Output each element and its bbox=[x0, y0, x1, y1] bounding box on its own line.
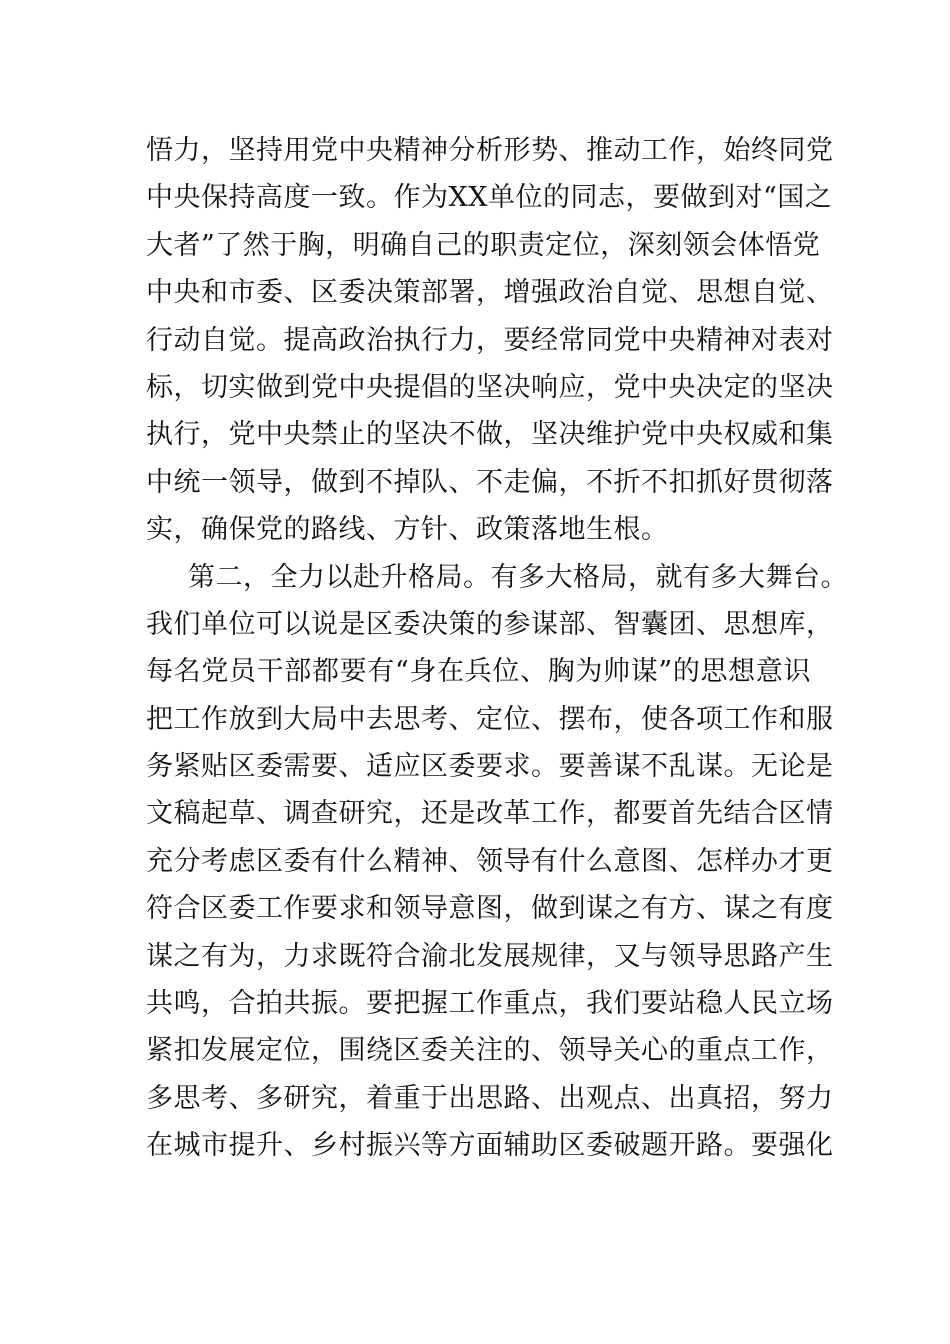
text-line: 谋之有为，力求既符合渝北发展规律，又与领导思路产生 bbox=[146, 940, 834, 972]
text-line: 中统一领导，做到不掉队、不走偏，不折不扣抓好贯彻落 bbox=[146, 466, 834, 498]
text-line: 大者”了然于胸，明确自己的职责定位，深刻领会体悟党 bbox=[146, 229, 821, 261]
text-line: 我们单位可以说是区委决策的参谋部、智囊团、思想库， bbox=[146, 608, 834, 640]
text-line: 务紧贴区委需要、适应区委要求。要善谋不乱谋。无论是 bbox=[146, 751, 834, 783]
text-line: 每名党员干部都要有“身在兵位、胸为帅谋”的思想意识 bbox=[146, 656, 811, 688]
body-text bbox=[146, 127, 848, 1170]
text-line: 执行，党中央禁止的坚决不做，坚决维护党中央权威和集 bbox=[146, 419, 834, 451]
text-line: 把工作放到大局中去思考、定位、摆布，使各项工作和服 bbox=[146, 703, 834, 735]
text-line: 悟力，坚持用党中央精神分析形势、推动工作，始终同党 bbox=[146, 135, 834, 166]
text-line: 紧扣发展定位，围绕区委关注的、领导关心的重点工作， bbox=[146, 1035, 834, 1067]
text-line: 标，切实做到党中央提倡的坚决响应，党中央决定的坚决 bbox=[146, 371, 834, 403]
paragraph-first-line: 第二，全力以赴升格局。有多大格局，就有多大舞台。 bbox=[188, 561, 848, 593]
text-line: 文稿起草、调查研究，还是改革工作，都要首先结合区情 bbox=[146, 798, 834, 830]
text-line: 共鸣，合拍共振。要把握工作重点，我们要站稳人民立场 bbox=[146, 988, 834, 1020]
paragraph-end-line: 实，确保党的路线、方针、政策落地生根。 bbox=[146, 514, 669, 546]
text-line: 充分考虑区委有什么精神、领导有什么意图、怎样办才更 bbox=[146, 845, 834, 877]
text-line: 在城市提升、乡村振兴等方面辅助区委破题开路。要强化 bbox=[146, 1130, 834, 1162]
text-line: 多思考、多研究，着重于出思路、出观点、出真招，努力 bbox=[146, 1082, 834, 1114]
text-line: 行动自觉。提高政治执行力，要经常同党中央精神对表对 bbox=[146, 324, 834, 356]
text-line: 中央保持高度一致。作为XX单位的同志，要做到对“国之 bbox=[146, 182, 833, 214]
text-line: 符合区委工作要求和领导意图，做到谋之有方、谋之有度 bbox=[146, 893, 834, 925]
text-line: 中央和市委、区委决策部署，增强政治自觉、思想自觉、 bbox=[146, 277, 834, 309]
